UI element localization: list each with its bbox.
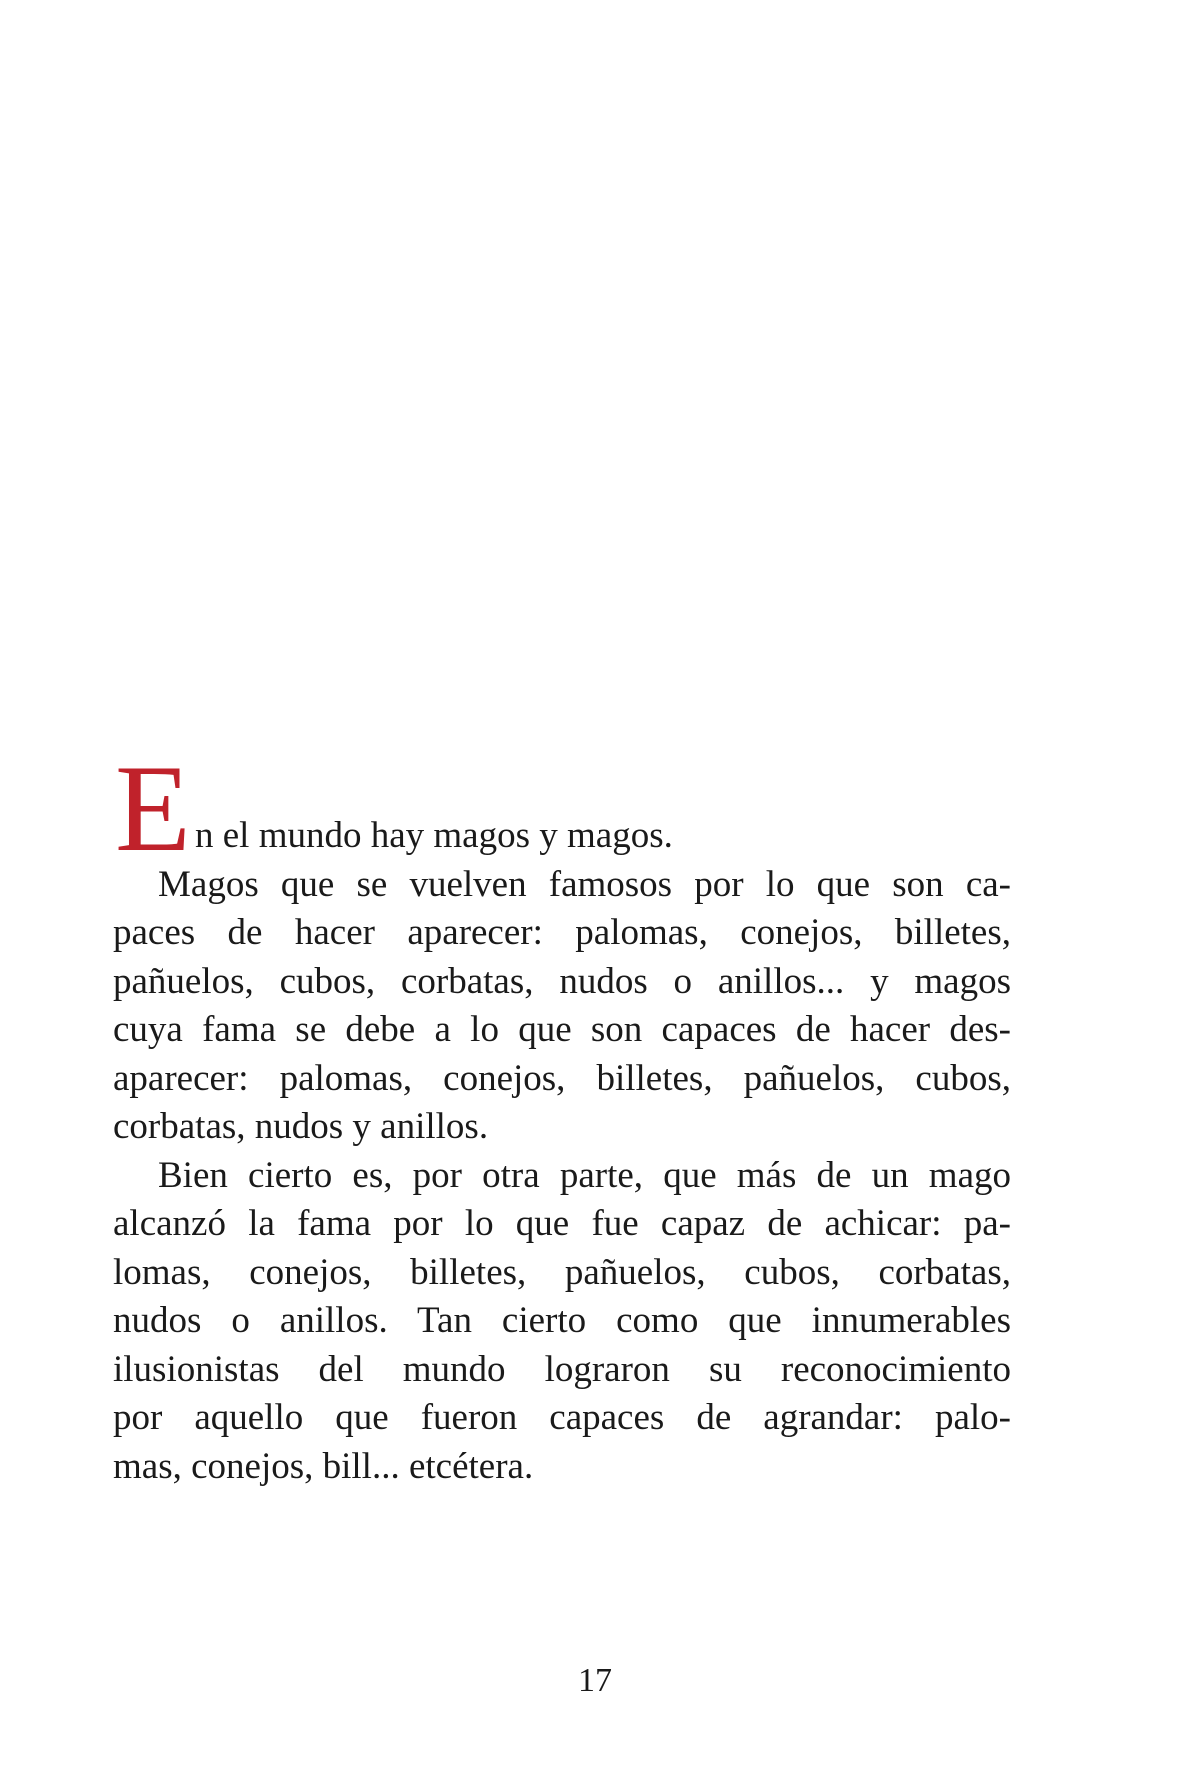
text-line: por aquello que fueron capaces de agrandar: palo-: [113, 1397, 1011, 1438]
text-line: lomas, conejos, billetes, pañuelos, cubos, corbatas,: [113, 1251, 1011, 1293]
text-line: pañuelos, cubos, corbatas, nudos o anillos... y magos: [113, 960, 1011, 1002]
text-line: alcanzó la fama por lo que fue capaz de achicar: pa-: [113, 1203, 1011, 1244]
body-text: [113, 812, 1011, 1491]
text-line: n el mundo hay magos y magos.: [195, 815, 673, 856]
page-number: 17: [578, 1662, 612, 1699]
text-line: aparecer: palomas, conejos, billetes, pañuelos, cubos,: [113, 1057, 1011, 1099]
text-line: nudos o anillos. Tan cierto como que innumerables: [113, 1300, 1011, 1341]
text-line: Magos que se vuelven famosos por lo que son ca-: [158, 863, 1011, 905]
text-line: cuya fama se debe a lo que son capaces de hacer des-: [113, 1009, 1011, 1050]
text-line: paces de hacer aparecer: palomas, conejos, billetes,: [113, 912, 1011, 953]
text-line: ilusionistas del mundo lograron su reconocimiento: [113, 1348, 1011, 1390]
text-line: Bien cierto es, por otra parte, que más de un mago: [158, 1154, 1011, 1196]
text-line: mas, conejos, bill... etcétera.: [113, 1445, 534, 1487]
drop-cap-letter: E: [115, 740, 189, 877]
text-line: corbatas, nudos y anillos.: [113, 1106, 489, 1147]
